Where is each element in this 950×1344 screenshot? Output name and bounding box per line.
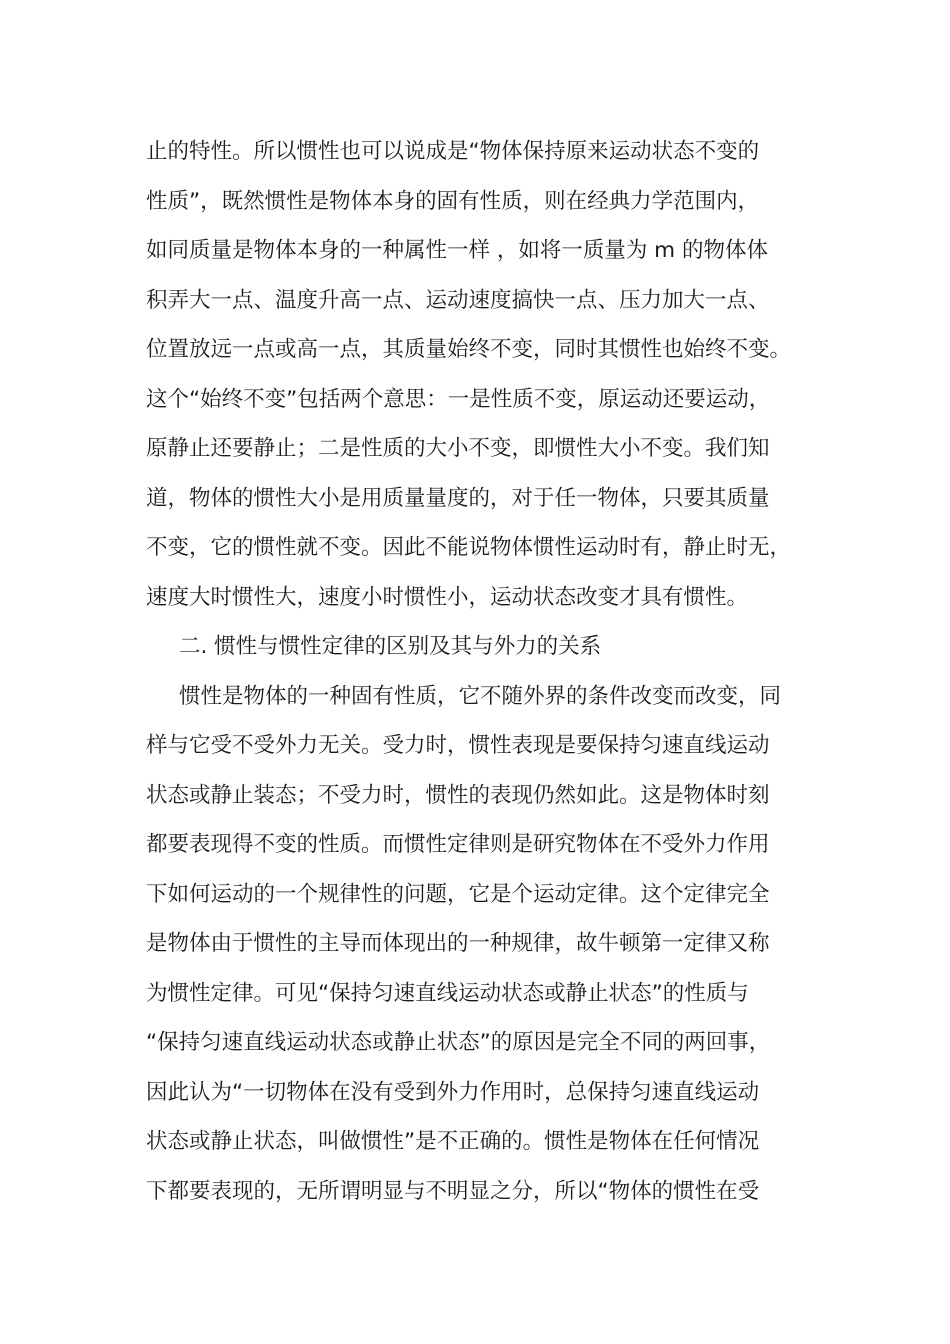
text-line: 原静止还要静止；二是性质的大小不变，即惯性大小不变。我们知	[146, 436, 770, 461]
text-line: 状态或静止装态；不受力时，惯性的表现仍然如此。这是物体时刻	[146, 782, 770, 808]
text-line: 为惯性定律。可见“保持匀速直线运动状态或静止状态”的性质与	[146, 980, 749, 1006]
text-line: “保持匀速直线运动状态或静止状态”的原因是完全不同的两回事，	[146, 1030, 771, 1055]
text-line: 位置放远一点或高一点，其质量始终不变，同时其惯性也始终不变。	[146, 337, 792, 362]
text-line: 状态或静止状态，叫做惯性”是不正确的。惯性是物体在任何情况	[146, 1129, 760, 1154]
text-line: 这个“始终不变”包括两个意思：一是性质不变，原运动还要运动，	[146, 386, 771, 412]
text-line: 止的特性。所以惯性也可以说成是“物体保持原来运动状态不变的	[146, 139, 760, 164]
text-line: 是物体由于惯性的主导而体现出的一种规律，故牛顿第一定律又称	[146, 931, 770, 956]
text-line: 因此认为“一切物体在没有受到外力作用时，总保持匀速直线运动	[146, 1079, 760, 1105]
text-line: 速度大时惯性大，速度小时惯性小，运动状态改变才具有惯性。	[146, 584, 749, 610]
text-line: 惯性是物体的一种固有性质，它不随外界的条件改变而改变，同	[179, 683, 782, 709]
text-line: 不变，它的惯性就不变。因此不能说物体惯性运动时有，静止时无，	[146, 535, 792, 560]
section-heading: 二. 惯性与惯性定律的区别及其与外力的关系	[179, 634, 602, 659]
text-line: 积弄大一点、温度升高一点、运动速度搞快一点、压力加大一点、	[146, 287, 770, 313]
text-line: 下都要表现的，无所谓明显与不明显之分，所以“物体的惯性在受	[146, 1178, 760, 1204]
section-two	[146, 622, 806, 1216]
paragraph-continuation	[146, 127, 806, 622]
text-line: 道，物体的惯性大小是用质量量度的，对于任一物体，只要其质量	[146, 485, 770, 511]
text-line: 性质”，既然惯性是物体本身的固有性质，则在经典力学范围内，	[146, 188, 760, 214]
text-line: 都要表现得不变的性质。而惯性定律则是研究物体在不受外力作用	[146, 832, 770, 857]
text-line: 下如何运动的一个规律性的问题，它是个运动定律。这个定律完全	[146, 881, 770, 907]
text-line: 如同质量是物体本身的一种属性一样 ，如将一质量为 m 的物体体	[146, 238, 768, 263]
text-line: 样与它受不受外力无关。受力时，惯性表现是要保持匀速直线运动	[146, 733, 770, 758]
